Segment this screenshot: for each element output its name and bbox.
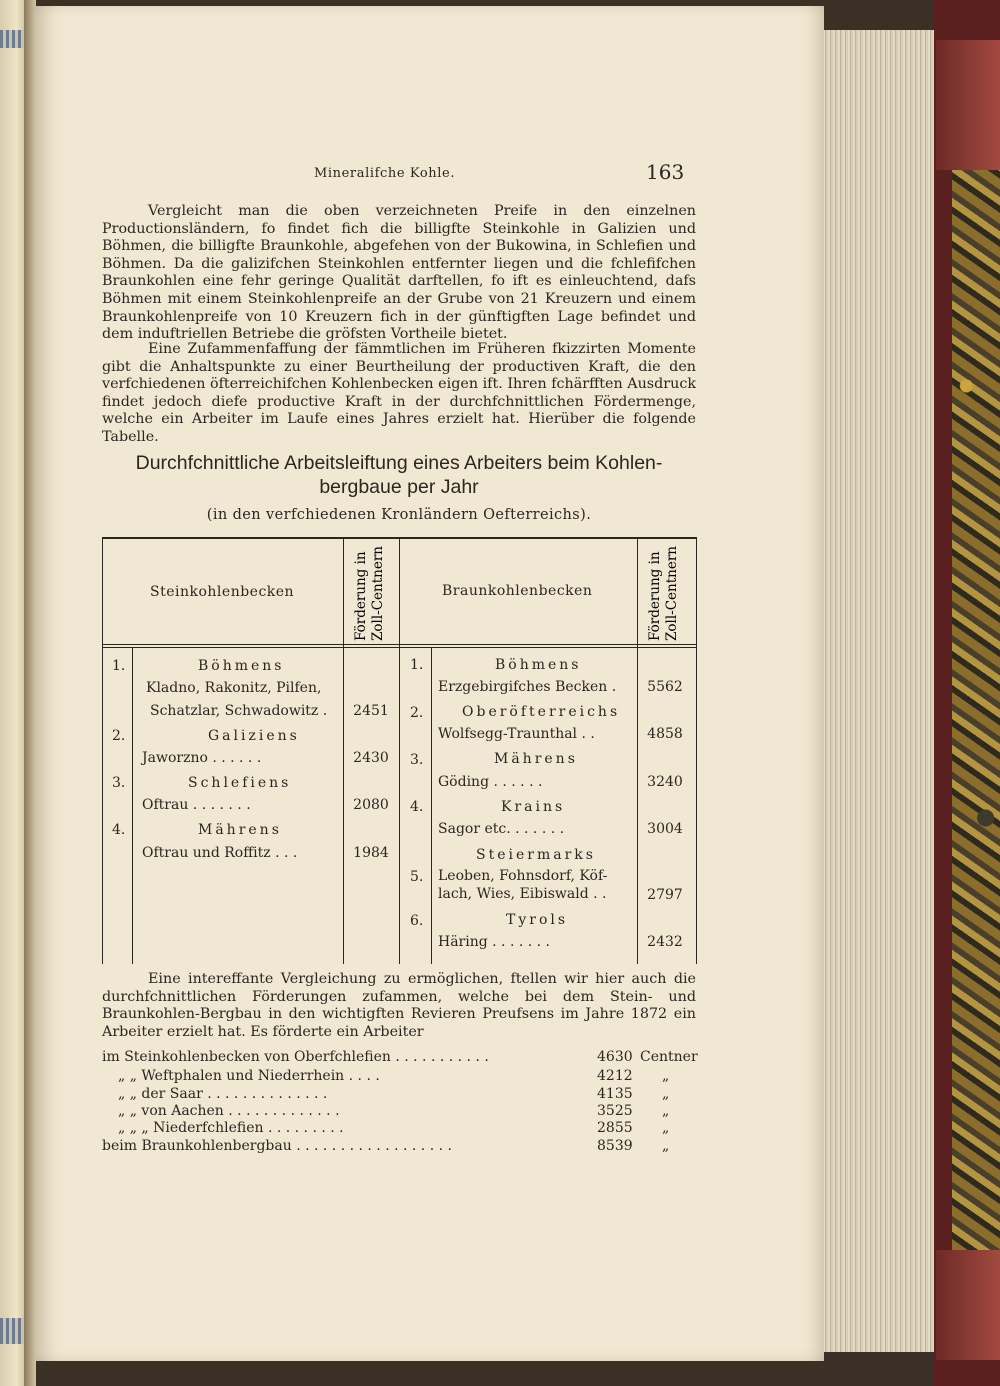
running-title: Mineralifche Kohle.	[314, 166, 456, 181]
braun-line: Häring . . . . . . .	[438, 934, 551, 950]
prussia-value: 3525	[597, 1103, 633, 1119]
table-title	[102, 451, 696, 499]
braun-no: 5.	[410, 869, 424, 885]
braun-line: Wolfsegg-Traunthal . .	[438, 726, 595, 742]
stein-value: 1984	[353, 845, 389, 861]
braun-land: Böhmens	[495, 657, 582, 673]
prussia-value: 8539	[597, 1138, 633, 1154]
table-vline	[696, 537, 697, 964]
braun-value: 5562	[647, 679, 683, 695]
stein-line: Kladno, Rakonitz, Pilfen,	[146, 680, 322, 696]
prussia-unit: „	[662, 1120, 670, 1136]
braun-line: Sagor etc. . . . . . .	[438, 821, 565, 837]
marbled-cover	[952, 170, 1000, 1250]
header-steinkohlenbecken: Steinkohlenbecken	[150, 584, 295, 600]
braun-value: 2797	[647, 887, 683, 903]
braun-line: Erzgebirgifches Becken .	[438, 679, 617, 695]
stein-value: 2430	[353, 750, 389, 766]
page-edges	[822, 30, 941, 1352]
braun-land: Krains	[501, 799, 566, 815]
prussia-value: 2855	[597, 1120, 633, 1136]
table-vline	[132, 647, 133, 964]
prussia-unit: „	[662, 1138, 670, 1154]
prussia-unit: „	[662, 1103, 670, 1119]
braun-value: 2432	[647, 934, 683, 950]
braun-value: 3240	[647, 774, 683, 790]
braun-land: Steiermarks	[476, 847, 596, 863]
table-subtitle: (in den verfchiedenen Kronländern Oefterreichs).	[206, 507, 592, 523]
stein-no: 1.	[112, 658, 126, 674]
output-table	[102, 537, 697, 964]
cover-leather-bottom	[936, 1250, 1000, 1360]
prussia-label: beim Braunkohlenbergbau . . . . . . . . . . . . . . . . . .	[102, 1138, 452, 1154]
stein-line: Oftrau . . . . . . .	[142, 797, 251, 813]
prussia-value: 4630	[597, 1049, 633, 1065]
stein-line: Jaworzno . . . . . .	[142, 750, 262, 766]
page-number: 163	[646, 160, 685, 184]
paragraph-3: Eine intereffante Vergleichung zu ermöglichen, ftellen wir hier auch die durchfchnittlichen Förderungen zufammen, welche bei dem Stein- und Braunkohlen-Bergbau in den wichtigften Revieren Preufsens im Jahre 1872 ein Arbeiter erzielt hat. Es förderte ein Arbeiter	[102, 971, 696, 1040]
prussia-value: 4135	[597, 1086, 633, 1102]
braun-no: 4.	[410, 799, 424, 815]
cover-leather-top	[936, 40, 1000, 170]
table-vline	[431, 647, 432, 964]
prussia-label: „ „ Weftphalen und Niederrhein . . . .	[118, 1068, 380, 1084]
paragraph-2: Eine Zufammenfaffung der fämmtlichen im Früheren fkizzirten Momente gibt die Anhaltspunkte zu einer Beurtheilung der productiven Kraft, die den verfchiedenen öfterreichifchen Kohlenbecken eigen ift. Ihren fchärfften Ausdruck findet jedoch diefe productive Kraft in der durchfchnittlichen Fördermenge, welche ein Arbeiter im Laufe eines Jahres erzielt hat. Hierüber die folgende Tabelle.	[102, 341, 696, 445]
table-title-line-1: Durchfchnittliche Arbeitsleiftung eines Arbeiters beim Kohlen-	[135, 452, 663, 474]
stein-land: Schlefiens	[188, 775, 292, 791]
braun-land: Tyrols	[506, 912, 569, 928]
header-value-left: Förderung in Zoll-Centnern	[353, 546, 386, 641]
prussia-unit: Centner	[640, 1049, 698, 1065]
table-vline	[102, 537, 103, 964]
braun-line: Leoben, Fohnsdorf, Köf-	[438, 868, 608, 884]
braun-no: 2.	[410, 705, 424, 721]
stein-value: 2451	[353, 703, 389, 719]
stein-value: 2080	[353, 797, 389, 813]
table-title-line-2: bergbaue per Jahr	[319, 476, 479, 498]
prussia-label: im Steinkohlenbecken von Oberfchlefien . . . . . . . . . . .	[102, 1049, 489, 1065]
stein-line: Schatzlar, Schwadowitz .	[150, 703, 328, 719]
braun-no: 3.	[410, 752, 424, 768]
prussia-label: „ „ von Aachen . . . . . . . . . . . . .	[118, 1103, 340, 1119]
braun-value: 4858	[647, 726, 683, 742]
paragraph-1: Vergleicht man die oben verzeichneten Preife in den einzelnen Productionsländern, fo findet fich die billigfte Steinkohle in Galizien und Böhmen, die billigfte Braunkohle, abgefehen von der Bukowina, in Schlefien und Böhmen. Da die galizifchen Steinkohlen entfernter liegen und die fchlefifchen Braunkohlen eine fehr geringe Qualität darftellen, fo ift es einleuchtend, dafs Böhmen mit einem Steinkohlenpreife an der Grube von 21 Kreuzern und einem Braunkohlenpreife von 10 Kreuzern fich in der günftigften Lage befindet und dem induftriellen Betriebe die gröfsten Vortheile bietet.	[102, 203, 696, 343]
stein-land: Galiziens	[208, 728, 300, 744]
prussia-label: „ „ „ Niederfchlefien . . . . . . . . .	[118, 1120, 344, 1136]
stein-line: Oftrau und Roffitz . . .	[142, 845, 298, 861]
stein-no: 4.	[112, 822, 126, 838]
braun-line: lach, Wies, Eibiswald . .	[438, 886, 607, 902]
braun-land: Mährens	[494, 751, 578, 767]
header-braunkohlenbecken: Braunkohlenbecken	[442, 583, 593, 599]
prussia-value: 4212	[597, 1068, 633, 1084]
prussia-label: „ „ der Saar . . . . . . . . . . . . . .	[118, 1086, 328, 1102]
prussia-unit: „	[662, 1086, 670, 1102]
braun-line: Göding . . . . . .	[438, 774, 543, 790]
stein-land: Böhmens	[198, 658, 285, 674]
stein-no: 2.	[112, 728, 126, 744]
prussia-unit: „	[662, 1068, 670, 1084]
stein-no: 3.	[112, 775, 126, 791]
stein-land: Mährens	[198, 822, 282, 838]
braun-no: 6.	[410, 913, 424, 929]
header-value-right: Förderung in Zoll-Centnern	[647, 546, 680, 641]
braun-no: 1.	[410, 657, 424, 673]
table-vline	[399, 537, 400, 964]
braun-land: Oberöfterreichs	[462, 704, 621, 720]
braun-value: 3004	[647, 821, 683, 837]
